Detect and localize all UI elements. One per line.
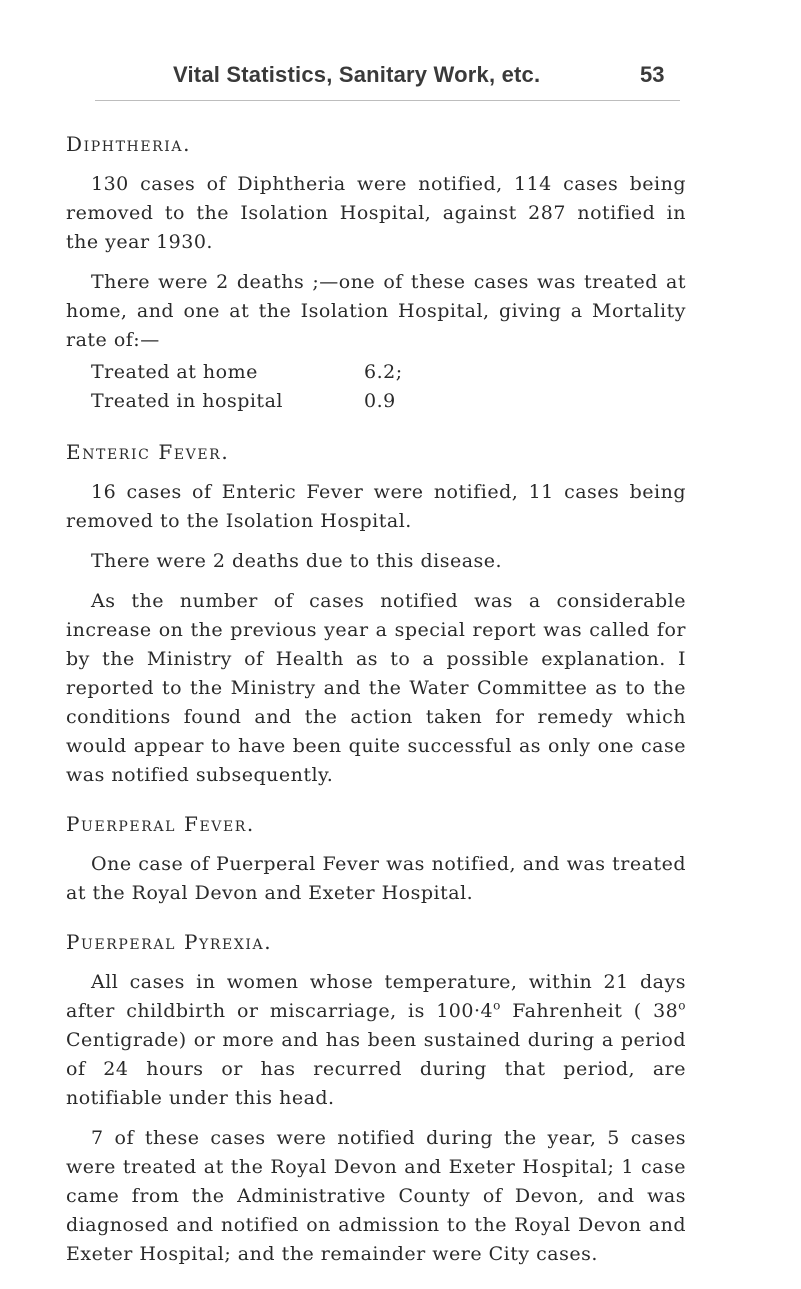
rate-label: Treated at home [91,361,258,383]
section-heading: Puerperal Fever. [66,812,255,836]
header-title: Vital Statistics, Sanitary Work, etc. [173,62,541,87]
rate-value: 6.2; [364,361,403,383]
paragraph-text: Centigrade) or more and has been sustained during a period of 24 hours or has recurred during that period, are notifiable under this head. [66,1029,686,1109]
section-diphtheria [66,130,686,416]
page-body [66,130,686,1289]
rate-label: Treated in hospital [91,390,283,412]
paragraph: 130 cases of Diphtheria were notified, 114 cases being removed to the Isolation Hospital, against 287 notified in the year 1930. [66,173,686,253]
section-heading: Diphtheria. [66,132,192,156]
section-puerperal-pyrexia [66,928,686,1269]
degree-sign: o [493,998,501,1013]
header-rule [95,100,680,101]
paragraph: 16 cases of Enteric Fever were notified, 11 cases being removed to the Isolation Hospital. [66,481,686,532]
paragraph: 7 of these cases were notified during the year, 5 cases were treated at the Royal Devon and Exeter Hospital; 1 case came from the Administrative County of Devon, and was diagnosed and notified on admission to the Royal Devon and Exeter Hospital; and the remainder were City cases. [66,1127,686,1265]
paragraph [66,968,686,1113]
paragraph-text: Fahrenheit ( 38 [500,1000,679,1022]
paragraph: There were 2 deaths due to this disease. [91,550,503,572]
page-number: 53 [640,62,665,87]
section-enteric-fever [66,438,686,790]
paragraph-text: All cases in women whose temperature, within 21 days after childbirth or miscarriage, is 100·4 [66,971,686,1022]
paragraph: There were 2 deaths ;—one of these cases was treated at home, and one at the Isolation Hospital, giving a Mortality rate of:— [66,271,686,351]
rate-row [91,387,686,416]
rate-row [91,358,686,387]
running-header [0,62,801,102]
paragraph: As the number of cases notified was a considerable increase on the previous year a special report was called for by the Ministry of Health as to a possible explanation. I reported to the Ministry and the Water Committee as to the conditions found and the action taken for remedy which would appear to have been quite successful as only one case was notified subsequently. [66,590,686,786]
degree-sign: o [678,998,686,1013]
section-heading: Enteric Fever. [66,440,230,464]
section-heading: Puerperal Pyrexia. [66,930,273,954]
rate-value: 0.9 [364,390,396,412]
section-puerperal-fever [66,810,686,908]
paragraph: One case of Puerperal Fever was notified, and was treated at the Royal Devon and Exeter Hospital. [66,853,686,904]
mortality-rate-table [91,358,686,416]
